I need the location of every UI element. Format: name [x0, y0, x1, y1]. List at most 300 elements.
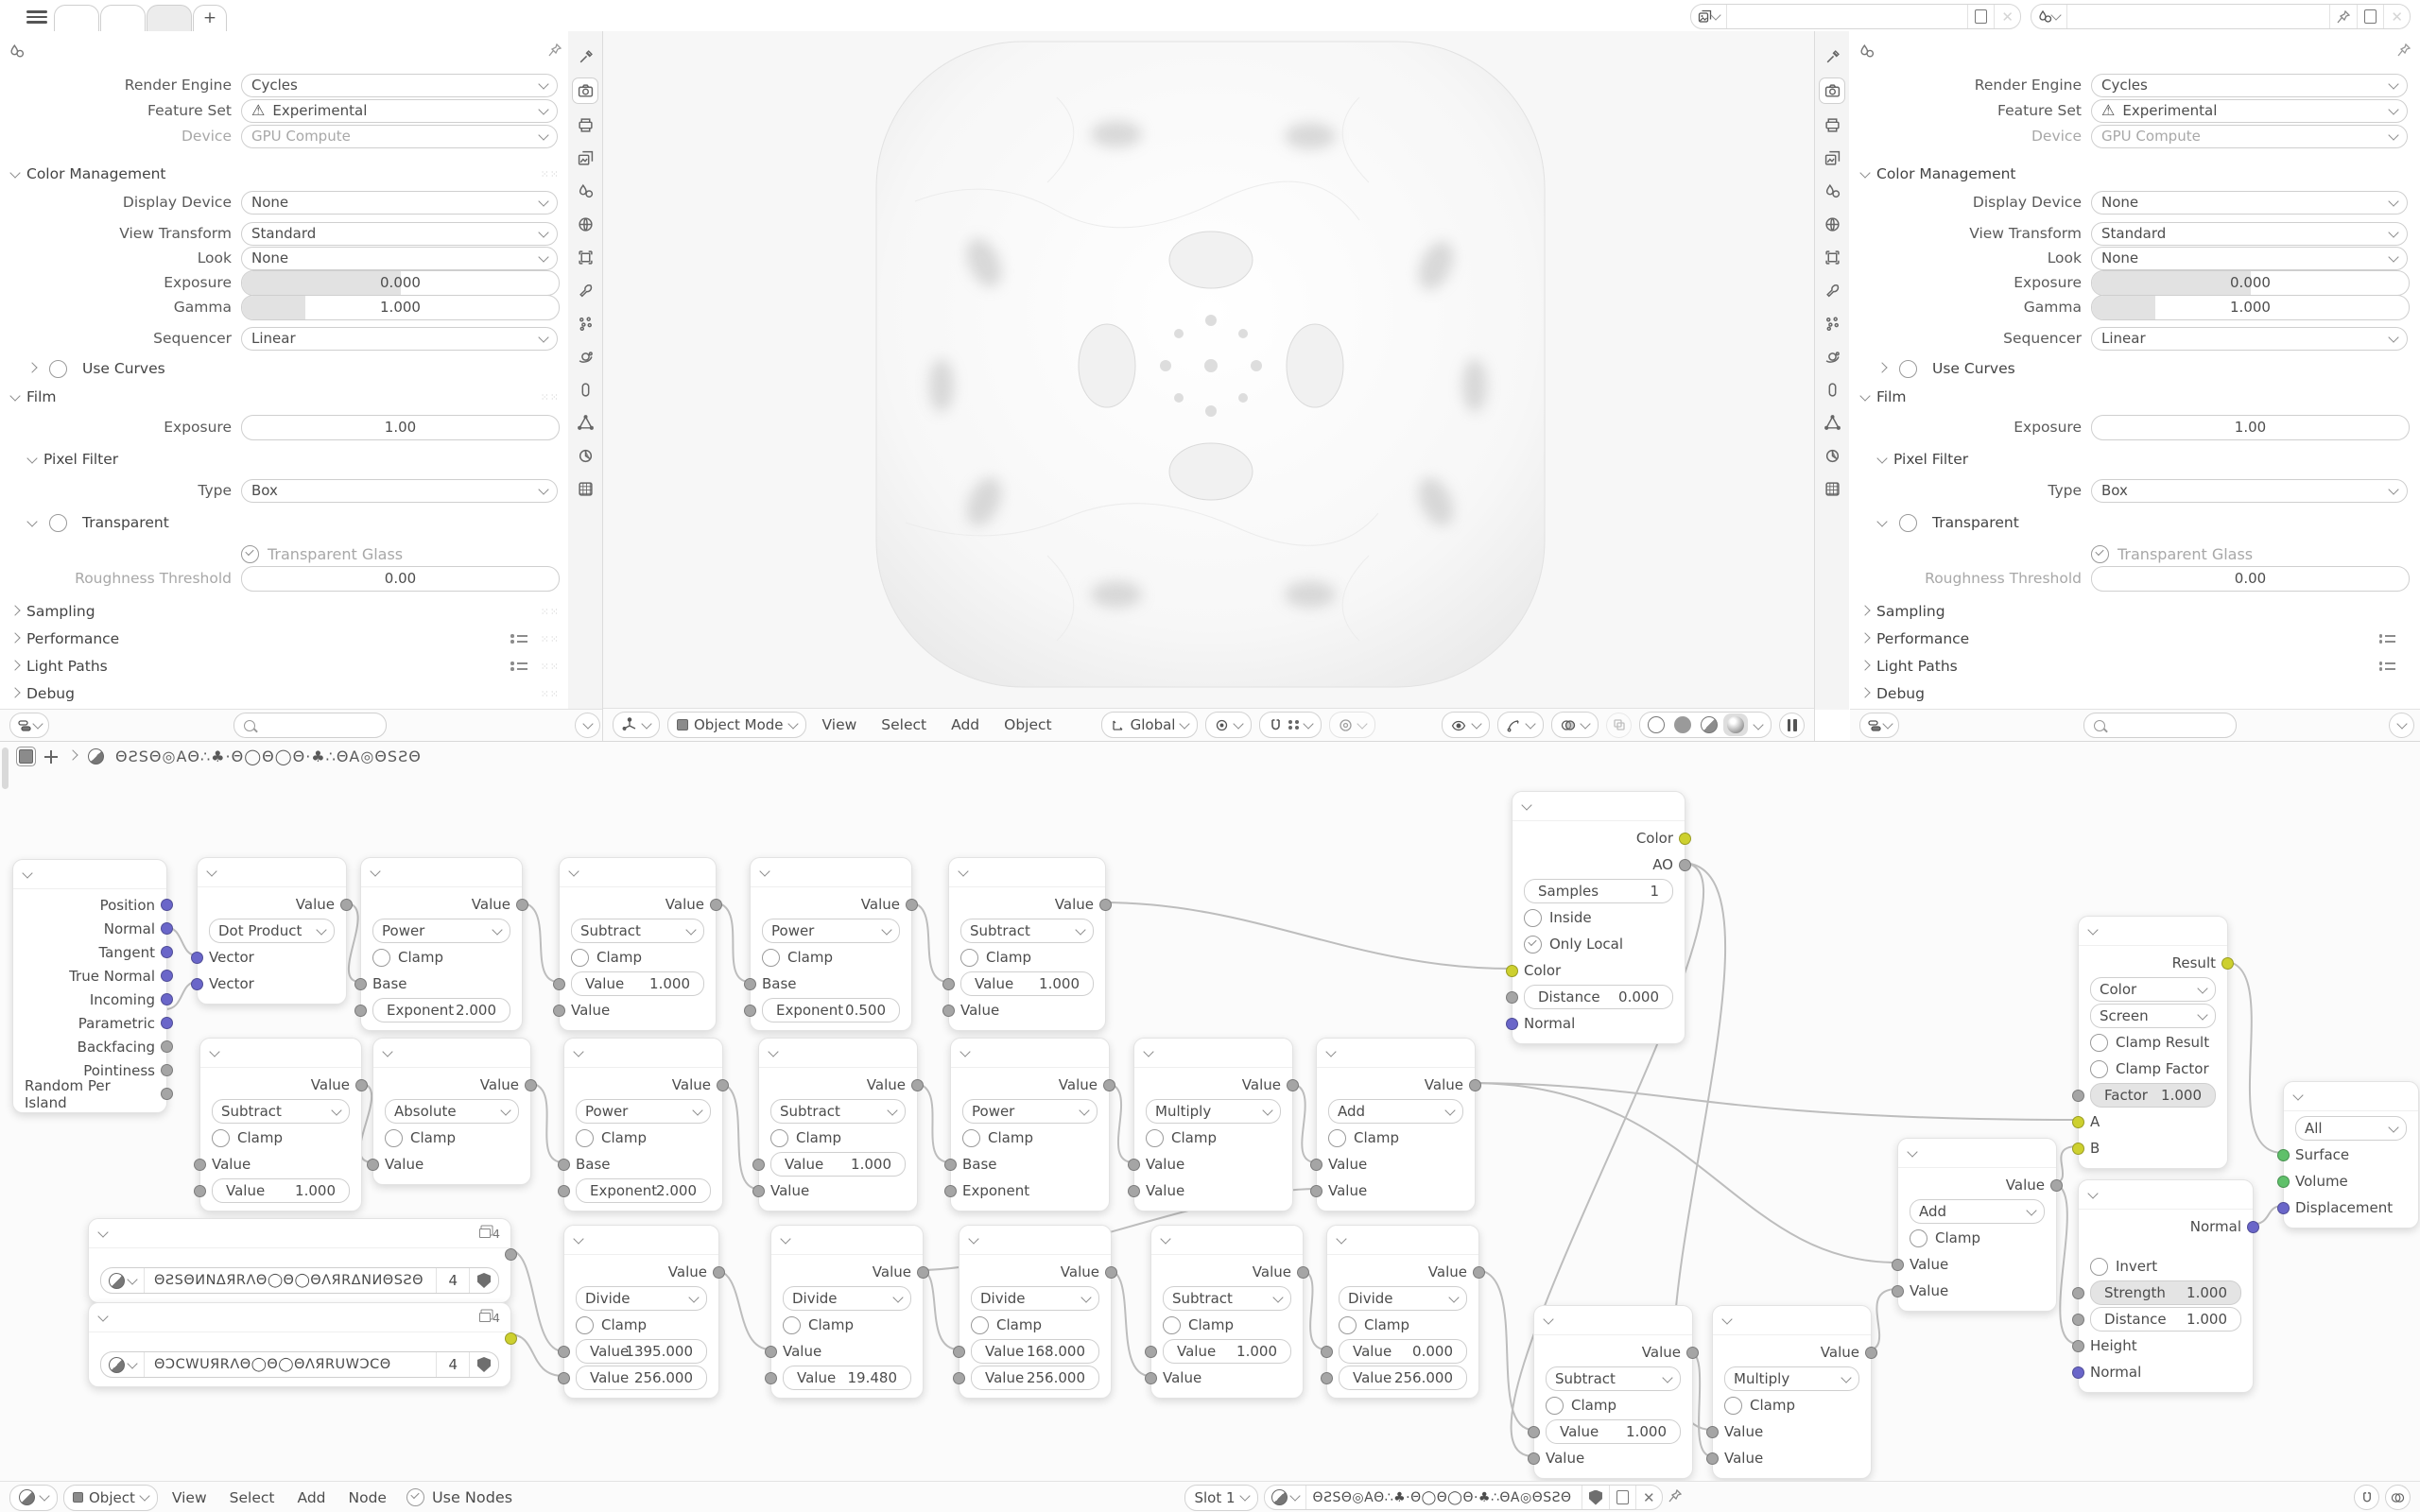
- sequencer-select[interactable]: Linear: [2091, 327, 2408, 351]
- value-field[interactable]: Value 1.000: [1546, 1419, 1681, 1444]
- preset-menu-icon[interactable]: [2379, 662, 2396, 671]
- socket-value-1[interactable]: [1892, 1259, 1904, 1271]
- tab-view-layer-icon[interactable]: [1820, 146, 1844, 170]
- pin-icon[interactable]: [1668, 1488, 1682, 1506]
- use-nodes-toggle[interactable]: [406, 1488, 512, 1506]
- socket-value-out[interactable]: [340, 899, 353, 911]
- new-viewlayer-copy-icon[interactable]: [1968, 5, 1995, 28]
- socket-value-2[interactable]: [765, 1372, 777, 1384]
- pause-render-button[interactable]: [1779, 713, 1805, 738]
- socket-value-out[interactable]: [1686, 1347, 1699, 1359]
- socket-value-1[interactable]: [194, 1159, 206, 1171]
- socket-value-2[interactable]: [1528, 1452, 1540, 1465]
- node-material-output[interactable]: [2283, 1081, 2419, 1228]
- value-field[interactable]: Value 1.000: [770, 1152, 906, 1177]
- distance-field[interactable]: Distance 1.000: [2090, 1307, 2241, 1332]
- operation-select[interactable]: Subtract: [571, 919, 704, 943]
- panel-grip-icon[interactable]: ⁙⁙: [540, 632, 560, 645]
- clamp-checkbox[interactable]: [1328, 1129, 1346, 1147]
- proportional-editing-button[interactable]: [1329, 712, 1375, 738]
- roughness-threshold-field[interactable]: 0.00: [241, 566, 560, 592]
- socket-value-out[interactable]: [1287, 1079, 1299, 1091]
- view-transform-select[interactable]: Standard: [2091, 222, 2408, 246]
- socket-surface[interactable]: [2277, 1149, 2290, 1161]
- panel-grip-icon[interactable]: ⁙⁙: [540, 167, 560, 180]
- value-field[interactable]: Value 1.000: [960, 971, 1094, 996]
- menu-select[interactable]: Select: [229, 1488, 275, 1506]
- socket-vector-1[interactable]: [191, 952, 203, 964]
- socket-value-out[interactable]: [710, 899, 722, 911]
- socket-normal[interactable]: [1506, 1018, 1518, 1030]
- operation-select[interactable]: Subtract: [960, 919, 1094, 943]
- tab-world-icon[interactable]: [573, 212, 597, 236]
- clamp-checkbox[interactable]: [960, 949, 978, 967]
- tab-particles-icon[interactable]: [573, 311, 597, 335]
- overlays-toggle-button[interactable]: [2385, 1485, 2411, 1510]
- clamp-checkbox[interactable]: [1146, 1129, 1164, 1147]
- node-vector-math-dot-product[interactable]: [197, 857, 347, 1005]
- tab-object-data-icon[interactable]: [573, 410, 597, 435]
- pin-icon[interactable]: [548, 43, 562, 60]
- xray-toggle[interactable]: [1606, 713, 1632, 738]
- socket-value-2[interactable]: [953, 1372, 965, 1384]
- snap-controls[interactable]: [1259, 712, 1322, 738]
- properties-search-input[interactable]: [233, 713, 387, 738]
- socket-value-1[interactable]: [942, 978, 955, 990]
- clamp-checkbox[interactable]: [1163, 1316, 1181, 1334]
- tab-material-icon[interactable]: [1820, 443, 1844, 468]
- socket-result-out[interactable]: [2221, 957, 2234, 970]
- clamp-checkbox[interactable]: [762, 949, 780, 967]
- tab-render-icon[interactable]: [572, 77, 598, 104]
- tab-constraints-icon[interactable]: [573, 377, 597, 402]
- new-scene-copy-icon[interactable]: [2358, 5, 2384, 28]
- node-math-divide-2[interactable]: [770, 1225, 924, 1399]
- film-exposure-field[interactable]: 1.00: [241, 415, 560, 440]
- socket-normal-in[interactable]: [2072, 1366, 2084, 1379]
- material-browse-icon[interactable]: [1265, 1486, 1306, 1509]
- pixel-filter-panel-header[interactable]: Pixel Filter: [1878, 447, 2407, 472]
- node-math-multiply-b[interactable]: [1712, 1305, 1872, 1479]
- add-workspace-button[interactable]: +: [193, 5, 227, 32]
- overlays-button[interactable]: [1551, 712, 1599, 738]
- shading-wireframe-button[interactable]: [1644, 713, 1668, 736]
- shader-node-editor[interactable]: [0, 741, 2420, 1512]
- socket-height[interactable]: [2072, 1340, 2084, 1352]
- socket-a[interactable]: [2072, 1116, 2084, 1128]
- node-group-1[interactable]: [88, 1218, 511, 1303]
- display-device-select[interactable]: None: [2091, 191, 2408, 215]
- socket-exponent[interactable]: [558, 1185, 570, 1197]
- value-field[interactable]: Value 19.480: [783, 1366, 911, 1390]
- socket-exponent[interactable]: [744, 1005, 756, 1017]
- fake-user-shield-icon[interactable]: [469, 1268, 498, 1293]
- operation-select[interactable]: Divide: [971, 1286, 1099, 1311]
- material-slot-select[interactable]: Slot 1: [1184, 1485, 1257, 1511]
- socket-ao-out[interactable]: [1679, 859, 1691, 871]
- fake-user-shield-icon[interactable]: [1582, 1486, 1610, 1509]
- socket-value-out[interactable]: [906, 899, 918, 911]
- menu-select[interactable]: Select: [881, 716, 927, 733]
- node-math-divide-3[interactable]: [959, 1225, 1112, 1399]
- tab-scene-icon[interactable]: [1820, 179, 1844, 203]
- operation-select[interactable]: Dot Product: [209, 919, 335, 943]
- tab-tool-icon[interactable]: [1820, 44, 1844, 69]
- node-math-power-c[interactable]: [563, 1038, 723, 1211]
- socket-value-out[interactable]: [917, 1266, 929, 1279]
- socket-strength[interactable]: [2072, 1287, 2084, 1299]
- socket-base[interactable]: [558, 1159, 570, 1171]
- pixel-filter-type-select[interactable]: Box: [241, 479, 558, 503]
- tab-texture-icon[interactable]: [1820, 476, 1844, 501]
- use-curves-panel-header[interactable]: Use Curves: [1878, 356, 2407, 381]
- menu-node[interactable]: Node: [348, 1488, 387, 1506]
- socket-vector-2[interactable]: [191, 978, 203, 990]
- nodegroup-name[interactable]: ΘƆCWUЯRΛΘ◯Θ◯ΘΛЯRUWƆCΘ: [154, 1357, 391, 1372]
- socket-value-out[interactable]: [1297, 1266, 1309, 1279]
- gizmos-button[interactable]: [1497, 712, 1544, 738]
- user-count-button[interactable]: 4: [436, 1268, 469, 1293]
- use-curves-checkbox[interactable]: [49, 360, 67, 378]
- shading-material-button[interactable]: [1697, 713, 1721, 736]
- view-transform-select[interactable]: Standard: [241, 222, 558, 246]
- socket-distance[interactable]: [1506, 991, 1518, 1004]
- value-field[interactable]: Value 256.000: [576, 1366, 707, 1390]
- node-math-subtract-c[interactable]: [199, 1038, 362, 1211]
- exponent-field[interactable]: Exponent 2.000: [576, 1178, 711, 1203]
- debug-panel-header[interactable]: Debug: [1861, 681, 2409, 706]
- socket-displacement[interactable]: [2277, 1202, 2290, 1214]
- workspace-tab-2[interactable]: [100, 5, 146, 32]
- socket-color-in[interactable]: [1506, 965, 1518, 977]
- tab-object-data-icon[interactable]: [1820, 410, 1844, 435]
- socket-tangent[interactable]: [161, 946, 173, 958]
- operation-select[interactable]: Subtract: [212, 1099, 350, 1124]
- exposure-slider[interactable]: 0.000: [2091, 270, 2410, 296]
- socket-value-2[interactable]: [1892, 1285, 1904, 1297]
- clamp-checkbox[interactable]: [576, 1316, 594, 1334]
- app-menu-icon[interactable]: [26, 8, 47, 26]
- value-field[interactable]: Value 1.000: [212, 1178, 350, 1203]
- color-management-panel-header[interactable]: Color Management: [1861, 162, 2409, 186]
- gamma-slider[interactable]: 1.000: [241, 295, 560, 320]
- socket-backfacing[interactable]: [161, 1040, 173, 1053]
- exposure-slider[interactable]: 0.000: [241, 270, 560, 296]
- gamma-slider[interactable]: 1.000: [2091, 295, 2410, 320]
- pixel-filter-type-select[interactable]: Box: [2091, 479, 2408, 503]
- clamp-checkbox[interactable]: [1724, 1397, 1742, 1415]
- socket-value-2[interactable]: [194, 1185, 206, 1197]
- workspace-tab-3-active[interactable]: [147, 5, 192, 32]
- clamp-checkbox[interactable]: [1339, 1316, 1357, 1334]
- socket-value-out[interactable]: [911, 1079, 924, 1091]
- operation-select[interactable]: Divide: [783, 1286, 911, 1311]
- tab-modifiers-icon[interactable]: [573, 278, 597, 302]
- tab-output-icon[interactable]: [573, 112, 597, 137]
- socket-value-2[interactable]: [1145, 1372, 1157, 1384]
- film-panel-header[interactable]: Film ⁙⁙: [11, 385, 560, 409]
- pivot-point-select[interactable]: [1205, 712, 1252, 738]
- clamp-checkbox[interactable]: [971, 1316, 989, 1334]
- clamp-checkbox[interactable]: [1546, 1397, 1564, 1415]
- socket-base[interactable]: [744, 978, 756, 990]
- strength-slider[interactable]: Strength 1.000: [2090, 1280, 2241, 1305]
- socket-exponent[interactable]: [944, 1185, 957, 1197]
- chevron-down-icon[interactable]: [1753, 719, 1763, 730]
- operation-select[interactable]: Add: [1910, 1199, 2045, 1224]
- menu-add[interactable]: Add: [297, 1488, 326, 1506]
- socket-value-1[interactable]: [953, 1346, 965, 1358]
- node-math-absolute[interactable]: [372, 1038, 531, 1185]
- socket-value-out[interactable]: [1865, 1347, 1877, 1359]
- node-geometry[interactable]: [12, 859, 167, 1113]
- panel-grip-icon[interactable]: ⁙⁙: [540, 605, 560, 618]
- socket-value-2[interactable]: [1310, 1185, 1322, 1197]
- tab-view-layer-icon[interactable]: [573, 146, 597, 170]
- value-field[interactable]: Value 0.000: [1339, 1339, 1467, 1364]
- debug-panel-header[interactable]: Debug ⁙⁙: [11, 681, 560, 706]
- operation-select[interactable]: Divide: [576, 1286, 707, 1311]
- socket-value-out[interactable]: [525, 1079, 537, 1091]
- tab-physics-icon[interactable]: [1820, 344, 1844, 369]
- look-select[interactable]: None: [2091, 247, 2408, 270]
- operation-select[interactable]: Power: [762, 919, 900, 943]
- socket-value-1[interactable]: [765, 1346, 777, 1358]
- pin-icon[interactable]: [2397, 43, 2411, 60]
- transparent-checkbox[interactable]: [49, 514, 67, 532]
- transparent-panel-header[interactable]: Transparent: [28, 510, 558, 535]
- operation-select[interactable]: Absolute: [385, 1099, 519, 1124]
- editor-type-button[interactable]: [9, 713, 49, 738]
- socket-value-2[interactable]: [558, 1372, 570, 1384]
- socket-base[interactable]: [944, 1159, 957, 1171]
- node-math-power-d[interactable]: [950, 1038, 1110, 1211]
- workspace-tab-1[interactable]: [54, 5, 99, 32]
- samples-field[interactable]: Samples 1: [1524, 879, 1673, 903]
- operation-select[interactable]: Multiply: [1146, 1099, 1281, 1124]
- film-panel-header[interactable]: Film: [1861, 385, 2409, 409]
- preset-menu-icon[interactable]: [510, 634, 527, 644]
- sampling-panel-header[interactable]: Sampling ⁙⁙: [11, 599, 560, 624]
- socket-position[interactable]: [161, 899, 173, 911]
- panel-grip-icon[interactable]: ⁙⁙: [540, 687, 560, 700]
- tab-output-icon[interactable]: [1820, 112, 1844, 137]
- operation-select[interactable]: Multiply: [1724, 1366, 1859, 1391]
- socket-factor[interactable]: [2072, 1090, 2084, 1102]
- mode-select[interactable]: Object Mode: [667, 712, 806, 738]
- operation-select[interactable]: Add: [1328, 1099, 1463, 1124]
- socket-value-out[interactable]: [2050, 1179, 2063, 1192]
- tab-tool-icon[interactable]: [573, 44, 597, 69]
- new-material-copy-icon[interactable]: [1610, 1486, 1636, 1509]
- socket-pointiness[interactable]: [161, 1064, 173, 1076]
- clamp-checkbox[interactable]: [385, 1129, 403, 1147]
- socket-value-2[interactable]: [1706, 1452, 1719, 1465]
- socket-value-1[interactable]: [553, 978, 565, 990]
- feature-set-select[interactable]: ⚠ Experimental: [2091, 99, 2408, 123]
- node-math-divide-1[interactable]: [563, 1225, 719, 1399]
- shading-solid-button[interactable]: [1670, 713, 1695, 736]
- nodegroup-datablock-selector[interactable]: [100, 1267, 499, 1294]
- look-select[interactable]: None: [241, 247, 558, 270]
- scene-name-field[interactable]: [2067, 5, 2330, 28]
- node-math-multiply-a[interactable]: [1133, 1038, 1293, 1211]
- light-paths-panel-header[interactable]: Light Paths ⁙⁙: [11, 654, 560, 679]
- properties-options-button[interactable]: [575, 713, 600, 738]
- value-field[interactable]: Value 1.000: [571, 971, 704, 996]
- material-name-field[interactable]: ΘƧSΘ◎AΘ∴♣·Θ◯Θ◯Θ·♣∴ΘA◎ΘSƧΘ: [1306, 1486, 1582, 1509]
- panel-grip-icon[interactable]: ⁙⁙: [540, 390, 560, 404]
- factor-slider[interactable]: Factor 1.000: [2090, 1083, 2216, 1108]
- value-field[interactable]: Value 256.000: [971, 1366, 1099, 1390]
- socket-value-1[interactable]: [1310, 1159, 1322, 1171]
- socket-color-out[interactable]: [505, 1332, 517, 1345]
- socket-value-2[interactable]: [1128, 1185, 1140, 1197]
- socket-base[interactable]: [354, 978, 367, 990]
- socket-incoming[interactable]: [161, 993, 173, 1005]
- clamp-checkbox[interactable]: [770, 1129, 788, 1147]
- panel-grip-icon[interactable]: ⁙⁙: [540, 660, 560, 673]
- data-type-select[interactable]: Color: [2090, 977, 2216, 1002]
- use-curves-checkbox[interactable]: [1899, 360, 1917, 378]
- socket-value-out[interactable]: [713, 1266, 725, 1279]
- editor-type-button[interactable]: [9, 1485, 58, 1511]
- socket-value-out[interactable]: [1473, 1266, 1485, 1279]
- socket-true-normal[interactable]: [161, 970, 173, 982]
- scene-icon[interactable]: [2031, 5, 2067, 28]
- socket-color-out[interactable]: [1679, 833, 1691, 845]
- transparent-glass-checkbox[interactable]: [241, 545, 259, 563]
- tab-object-icon[interactable]: [573, 245, 597, 269]
- socket-normal-out[interactable]: [2247, 1221, 2259, 1233]
- viewlayer-selector[interactable]: [1690, 4, 2021, 29]
- tab-material-icon[interactable]: [573, 443, 597, 468]
- display-device-select[interactable]: None: [241, 191, 558, 215]
- viewlayer-name-field[interactable]: [1727, 5, 1968, 28]
- viewport-editor-type-button[interactable]: [613, 712, 660, 738]
- nodegroup-datablock-selector[interactable]: [100, 1351, 499, 1378]
- clamp-result-checkbox[interactable]: [2090, 1034, 2108, 1052]
- socket-value-out[interactable]: [505, 1248, 517, 1261]
- tab-render-icon[interactable]: [1819, 77, 1845, 104]
- unlink-material-icon[interactable]: ✕: [1642, 1488, 1655, 1506]
- socket-value-out[interactable]: [717, 1079, 729, 1091]
- shader-type-select[interactable]: Object: [63, 1485, 158, 1511]
- operation-select[interactable]: Power: [962, 1099, 1098, 1124]
- nodegroup-name[interactable]: ΘƧSΘИΝΔЯRΛΘ◯Θ◯ΘΛЯRΔΝИΘSƧΘ: [154, 1273, 424, 1288]
- socket-value-2[interactable]: [1321, 1372, 1333, 1384]
- socket-value-1[interactable]: [558, 1346, 570, 1358]
- tab-texture-icon[interactable]: [573, 476, 597, 501]
- node-math-subtract-d[interactable]: [758, 1038, 918, 1211]
- roughness-threshold-field[interactable]: 0.00: [2091, 566, 2410, 592]
- viewlayer-icon[interactable]: [1691, 5, 1727, 28]
- value-field[interactable]: Value 256.000: [1339, 1366, 1467, 1390]
- clamp-checkbox[interactable]: [783, 1316, 801, 1334]
- transparent-checkbox[interactable]: [1899, 514, 1917, 532]
- unlink-scene-icon[interactable]: ✕: [2391, 8, 2403, 26]
- device-select[interactable]: GPU Compute: [2091, 125, 2408, 148]
- socket-value-1[interactable]: [752, 1159, 765, 1171]
- socket-volume[interactable]: [2277, 1176, 2290, 1188]
- properties-search-input[interactable]: [2083, 713, 2237, 738]
- tab-object-icon[interactable]: [1820, 245, 1844, 269]
- node-math-divide-4[interactable]: [1326, 1225, 1479, 1399]
- socket-value-out[interactable]: [1099, 899, 1112, 911]
- node-math-add-a[interactable]: [1316, 1038, 1476, 1211]
- shading-rendered-button[interactable]: [1723, 713, 1748, 736]
- socket-value-1[interactable]: [1128, 1159, 1140, 1171]
- node-header[interactable]: [13, 860, 166, 889]
- socket-exponent[interactable]: [354, 1005, 367, 1017]
- socket-value-1[interactable]: [1145, 1346, 1157, 1358]
- film-exposure-field[interactable]: 1.00: [2091, 415, 2410, 440]
- render-engine-select[interactable]: Cycles: [2091, 74, 2408, 97]
- exponent-field[interactable]: Exponent 0.500: [762, 998, 900, 1022]
- socket-value-1[interactable]: [1321, 1346, 1333, 1358]
- node-math-power-b[interactable]: [750, 857, 912, 1031]
- operation-select[interactable]: Subtract: [1163, 1286, 1291, 1311]
- operation-select[interactable]: Divide: [1339, 1286, 1467, 1311]
- fake-user-shield-icon[interactable]: [469, 1352, 498, 1377]
- operation-select[interactable]: Power: [576, 1099, 711, 1124]
- inside-checkbox[interactable]: [1524, 909, 1542, 927]
- node-math-subtract-f[interactable]: [1150, 1225, 1304, 1399]
- scene-selector[interactable]: [2031, 4, 2411, 29]
- transform-orientation-select[interactable]: Global: [1101, 712, 1199, 738]
- tab-physics-icon[interactable]: [573, 344, 597, 369]
- tab-constraints-icon[interactable]: [1820, 377, 1844, 402]
- clamp-checkbox[interactable]: [571, 949, 589, 967]
- invert-checkbox[interactable]: [2090, 1258, 2108, 1276]
- socket-normal[interactable]: [161, 922, 173, 935]
- exponent-field[interactable]: Exponent 2.000: [372, 998, 510, 1022]
- socket-value-out[interactable]: [1103, 1079, 1115, 1091]
- clamp-factor-checkbox[interactable]: [2090, 1060, 2108, 1078]
- preset-menu-icon[interactable]: [2379, 634, 2396, 644]
- clamp-checkbox[interactable]: [962, 1129, 980, 1147]
- tab-modifiers-icon[interactable]: [1820, 278, 1844, 302]
- value-field[interactable]: Value 168.000: [971, 1339, 1099, 1364]
- operation-select[interactable]: Power: [372, 919, 510, 943]
- use-curves-panel-header[interactable]: Use Curves: [28, 356, 558, 381]
- tab-world-icon[interactable]: [1820, 212, 1844, 236]
- node-math-subtract-a[interactable]: [559, 857, 717, 1031]
- socket-value-out[interactable]: [1105, 1266, 1117, 1279]
- material-datablock-selector[interactable]: [1264, 1485, 1663, 1510]
- feature-set-select[interactable]: ⚠ Experimental: [241, 99, 558, 123]
- node-ambient-occlusion[interactable]: [1512, 791, 1685, 1044]
- performance-panel-header[interactable]: Performance: [1861, 627, 2409, 651]
- only-local-checkbox[interactable]: [1524, 936, 1542, 954]
- pin-icon[interactable]: [2330, 5, 2358, 28]
- operation-select[interactable]: Subtract: [1546, 1366, 1681, 1391]
- operation-select[interactable]: Subtract: [770, 1099, 906, 1124]
- device-select[interactable]: GPU Compute: [241, 125, 558, 148]
- preset-menu-icon[interactable]: [510, 662, 527, 671]
- transparent-panel-header[interactable]: Transparent: [1878, 510, 2407, 535]
- socket-distance[interactable]: [2072, 1314, 2084, 1326]
- socket-value-2[interactable]: [752, 1185, 765, 1197]
- socket-value-2[interactable]: [553, 1005, 565, 1017]
- transparent-glass-checkbox[interactable]: [2091, 545, 2109, 563]
- menu-view[interactable]: View: [821, 716, 857, 733]
- node-mix-color[interactable]: [2078, 916, 2228, 1169]
- node-bump[interactable]: [2078, 1179, 2254, 1393]
- node-math-subtract-e[interactable]: [1533, 1305, 1693, 1479]
- editor-type-button[interactable]: [1859, 713, 1899, 738]
- render-engine-select[interactable]: Cycles: [241, 74, 558, 97]
